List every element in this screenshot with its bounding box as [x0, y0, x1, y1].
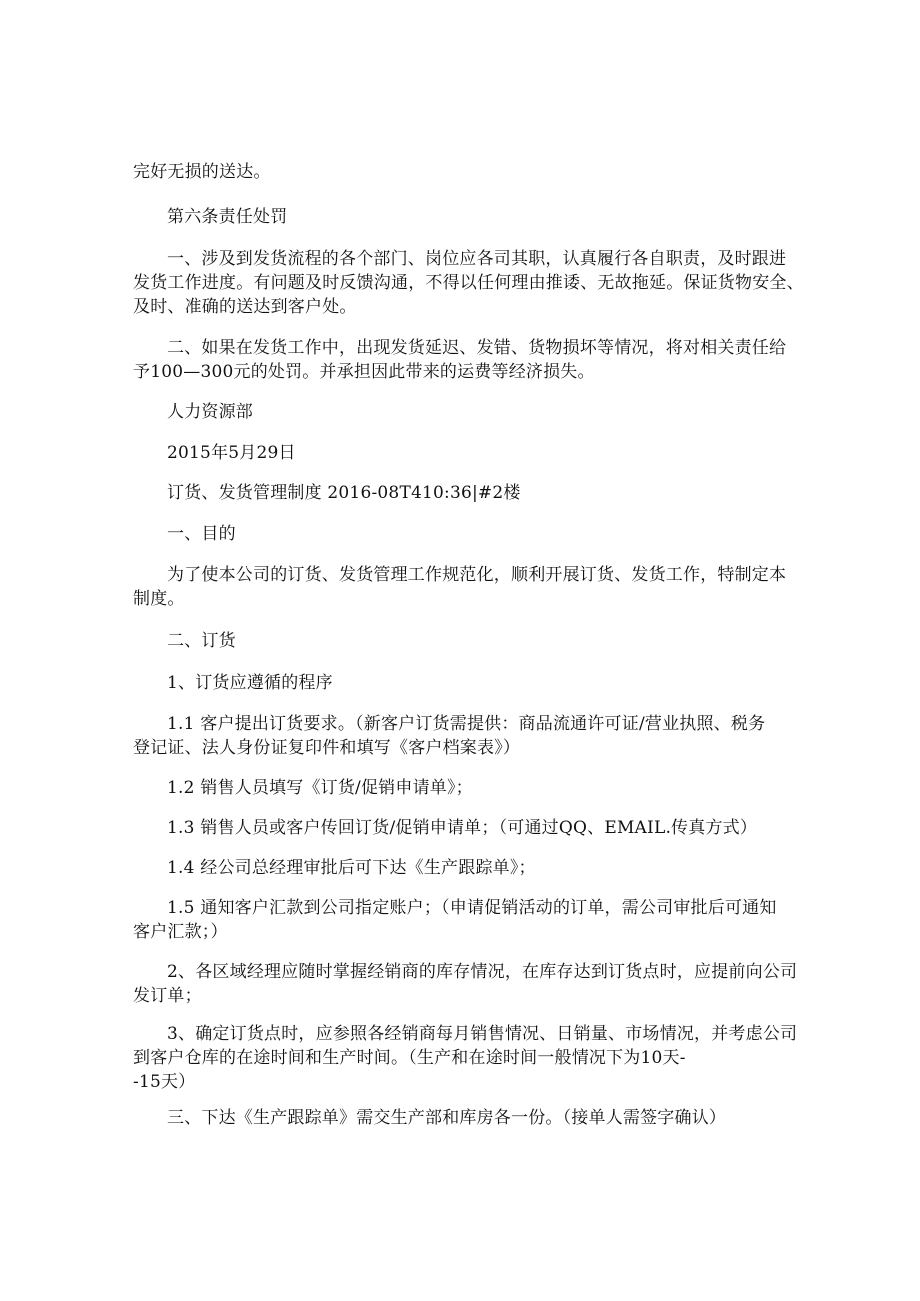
- procedure-step-1-5: [133, 896, 798, 944]
- document-title: [133, 481, 798, 505]
- text-line: 发货工作进度。有问题及时反馈沟通，不得以任何理由推诿、无故拖延。保证货物安全、: [133, 273, 804, 293]
- text-line: 二、订货: [167, 631, 236, 651]
- text-line: 2015年5月29日: [167, 443, 296, 463]
- text-line: 一、涉及到发货流程的各个部门、岗位应各司其职，认真履行各自职责，及时跟进: [167, 249, 787, 269]
- text-line: 1、订货应遵循的程序: [167, 673, 333, 693]
- text-line: 2、各区域经理应随时掌握经销商的库存情况，在库存达到订货点时，应提前向公司: [167, 962, 798, 982]
- paragraph-purpose: [133, 563, 798, 611]
- text-line: 到客户仓库的在途时间和生产时间。（生产和在途时间一般情况下为10天-: [133, 1048, 686, 1068]
- section-heading-ordering: [133, 629, 798, 653]
- text-line: 制度。: [133, 589, 185, 609]
- procedure-step-1-4: [133, 856, 798, 880]
- section-heading-article-6: [133, 205, 798, 229]
- text-line: 第六条责任处罚: [167, 207, 288, 227]
- signature-date: [133, 441, 798, 465]
- text-line: 一、目的: [167, 524, 236, 544]
- procedure-step-1-2: [133, 776, 798, 800]
- text-line: 1.4 经公司总经理审批后可下达《生产跟踪单》；: [167, 858, 536, 878]
- text-line: -15天）: [133, 1072, 196, 1092]
- text-line: 发订单；: [133, 986, 202, 1006]
- text-line: 三、下达《生产跟踪单》需交生产部和库房各一份。（接单人需签字确认）: [167, 1108, 727, 1128]
- text-line: 二、如果在发货工作中，出现发货延迟、发错、货物损坏等情况，将对相关责任给: [167, 338, 787, 358]
- signature-department: [133, 400, 798, 424]
- text-line: 为了使本公司的订货、发货管理工作规范化，顺利开展订货、发货工作，特制定本: [167, 565, 787, 585]
- subheading-procedure: [133, 671, 798, 695]
- procedure-step-1-3: [133, 816, 798, 840]
- text-line: 人力资源部: [167, 402, 253, 422]
- text-line: 完好无损的送达。: [133, 162, 271, 182]
- text-line: 订货、发货管理制度 2016-08T410:36|#2楼: [167, 483, 521, 503]
- text-line: 客户汇款；）: [133, 922, 228, 942]
- paragraph-responsibility-2: [133, 336, 798, 384]
- text-line: 1.5 通知客户汇款到公司指定账户；（申请促销活动的订单，需公司审批后可通知: [167, 898, 777, 918]
- text-line: 1.1 客户提出订货要求。（新客户订货需提供：商品流通许可证/营业执照、税务: [167, 714, 766, 734]
- text-line: 及时、准确的送达到客户处。: [133, 297, 357, 317]
- paragraph-inventory-monitoring: [133, 960, 798, 1008]
- paragraph-order-point: [133, 1022, 798, 1094]
- paragraph-responsibility-1: [133, 247, 804, 319]
- procedure-step-1-1: [133, 712, 798, 760]
- text-line: 登记证、法人身份证复印件和填写《客户档案表》）: [133, 738, 521, 758]
- section-heading-purpose: [133, 522, 798, 546]
- text-line: 予100—300元的处罚。并承担因此带来的运费等经济损失。: [133, 362, 595, 382]
- text-line: 1.3 销售人员或客户传回订货/促销申请单；（可通过QQ、EMAIL.传真方式）: [167, 818, 758, 838]
- text-line: 1.2 销售人员填写《订货/促销申请单》；: [167, 778, 473, 798]
- paragraph-continuation: [133, 160, 798, 184]
- text-line: 3、确定订货点时，应参照各经销商每月销售情况、日销量、市场情况，并考虑公司: [167, 1024, 798, 1044]
- section-heading-production-tracking: [133, 1106, 798, 1130]
